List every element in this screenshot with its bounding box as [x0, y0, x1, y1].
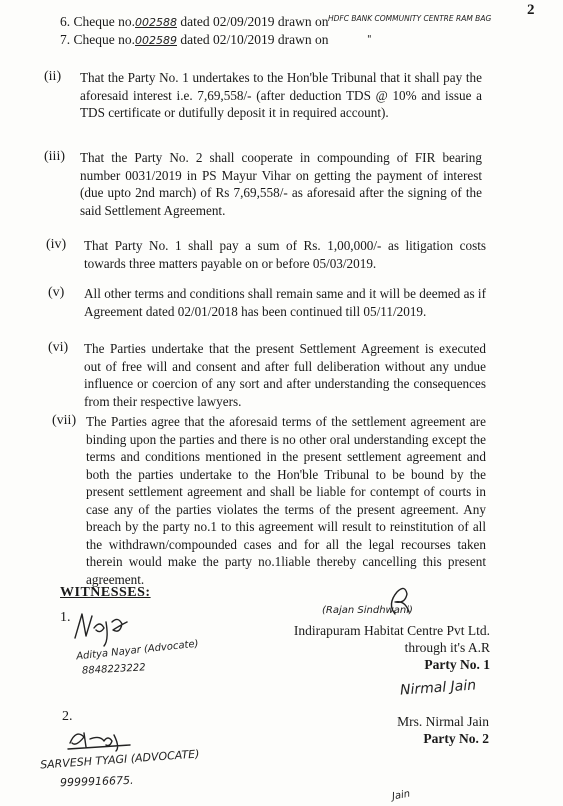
clause-number: (iv) [46, 237, 67, 252]
witness-2-number: 2. [62, 709, 73, 724]
party-2-signature: Nirmal Jain [399, 677, 477, 699]
party-1-label: Party No. 1 [424, 657, 490, 672]
clause-vi [84, 340, 486, 410]
party-2-label: Party No. 2 [423, 731, 489, 746]
witness-1-name: Aditya Nayar (Advocate) [75, 638, 200, 663]
clause-text: That the Party No. 1 undertakes to the Hon'ble Tribunal that it shall pay the aforesaid interest i.e. 7,69,558/- (after deduction TDS @ 10% and issue a TDS certificate or dutifully deposit it in required account). [80, 70, 482, 120]
party-1-block [294, 622, 490, 673]
cheque-details: dated 02/10/2019 drawn on [177, 32, 329, 47]
clause-number: (vii) [52, 413, 77, 428]
cheque-line-7 [60, 32, 328, 48]
clause-number: (iii) [44, 149, 65, 164]
witness-1-phone: 8848223222 [81, 662, 146, 677]
clause-number: (ii) [44, 69, 62, 84]
cheque-details: dated 02/09/2019 drawn on [177, 14, 329, 29]
witnesses-heading: WITNESSES: [60, 585, 151, 600]
clause-vii [86, 413, 486, 588]
party-1-company: Indirapuram Habitat Centre Pvt Ltd. [293, 623, 490, 638]
party-1-through: through it's A.R [404, 640, 490, 655]
party-2-block [397, 713, 489, 747]
witness-1-signature [72, 608, 132, 648]
party-1-handwritten-name: (Rajan Sindhwani) [322, 605, 413, 616]
clause-ii [80, 69, 482, 122]
cheque-number: 002589 [135, 34, 177, 47]
witness-2-signature [66, 725, 136, 753]
clause-v [84, 285, 486, 320]
clause-number: (vi) [48, 340, 69, 355]
clause-text: The Parties undertake that the present Settlement Agreement is executed out of free will and consent and after full deliberation without any undue influence or coercion of any sort and after understanding the consequences from their respective lawyers. [84, 341, 486, 409]
cheque-line-6 [60, 14, 328, 30]
witness-2-phone: 9999916675. [59, 773, 134, 790]
clause-text: That Party No. 1 shall pay a sum of Rs. 1,00,000/- as litigation costs towards three matters payable on or before 05/03/2019. [84, 238, 486, 271]
clause-number: (v) [48, 285, 65, 300]
witness-2-name: SARVESH TYAGI (ADVOCATE) [39, 747, 200, 772]
cheque-prefix: 6. Cheque no. [60, 14, 135, 29]
party-1-signature [385, 584, 415, 618]
cheque-bank-ditto: " [367, 34, 372, 45]
clause-text: All other terms and conditions shall remain same and it will be deemed as if Agreement dated 02/01/2018 has been continued till 05/11/2019. [84, 286, 486, 319]
cheque-number: 002588 [135, 16, 177, 29]
cheque-bank-handwritten: HDFC BANK COMMUNITY CENTRE RAM BAG [328, 14, 492, 23]
clause-iii [80, 149, 482, 219]
party-2-name: Mrs. Nirmal Jain [397, 714, 489, 729]
clause-iv [84, 237, 486, 272]
witness-1-number: 1. [60, 610, 71, 625]
page-number: 2 [527, 2, 535, 18]
clause-text: That the Party No. 2 shall cooperate in compounding of FIR bearing number 0031/2019 in PS Mayur Vihar on getting the payment of interest (due upto 2nd march) of Rs 7,69,558/- as aforesaid after the signing of the said Settlement Agreement. [80, 150, 482, 218]
cheque-prefix: 7. Cheque no. [60, 32, 135, 47]
clause-text: The Parties agree that the aforesaid terms of the settlement agreement are binding upon the parties and there is no other oral understanding except the terms and conditions mentioned in the present settlement agreement and both the parties undertake to the Hon'ble Tribunal to be bound by the present settlement agreement and shall be liable for contempt of courts in case any of the parties violates the terms of the present agreement. Any breach by the party no.1 to this agreement will result to reinstitution of all the withdrawn/compounded cases and for all the legal recourses taken therein would make the party no.1liable thereby cancelling this present agreement. [86, 414, 486, 587]
footer-handwritten-mark: Jain [391, 788, 412, 803]
